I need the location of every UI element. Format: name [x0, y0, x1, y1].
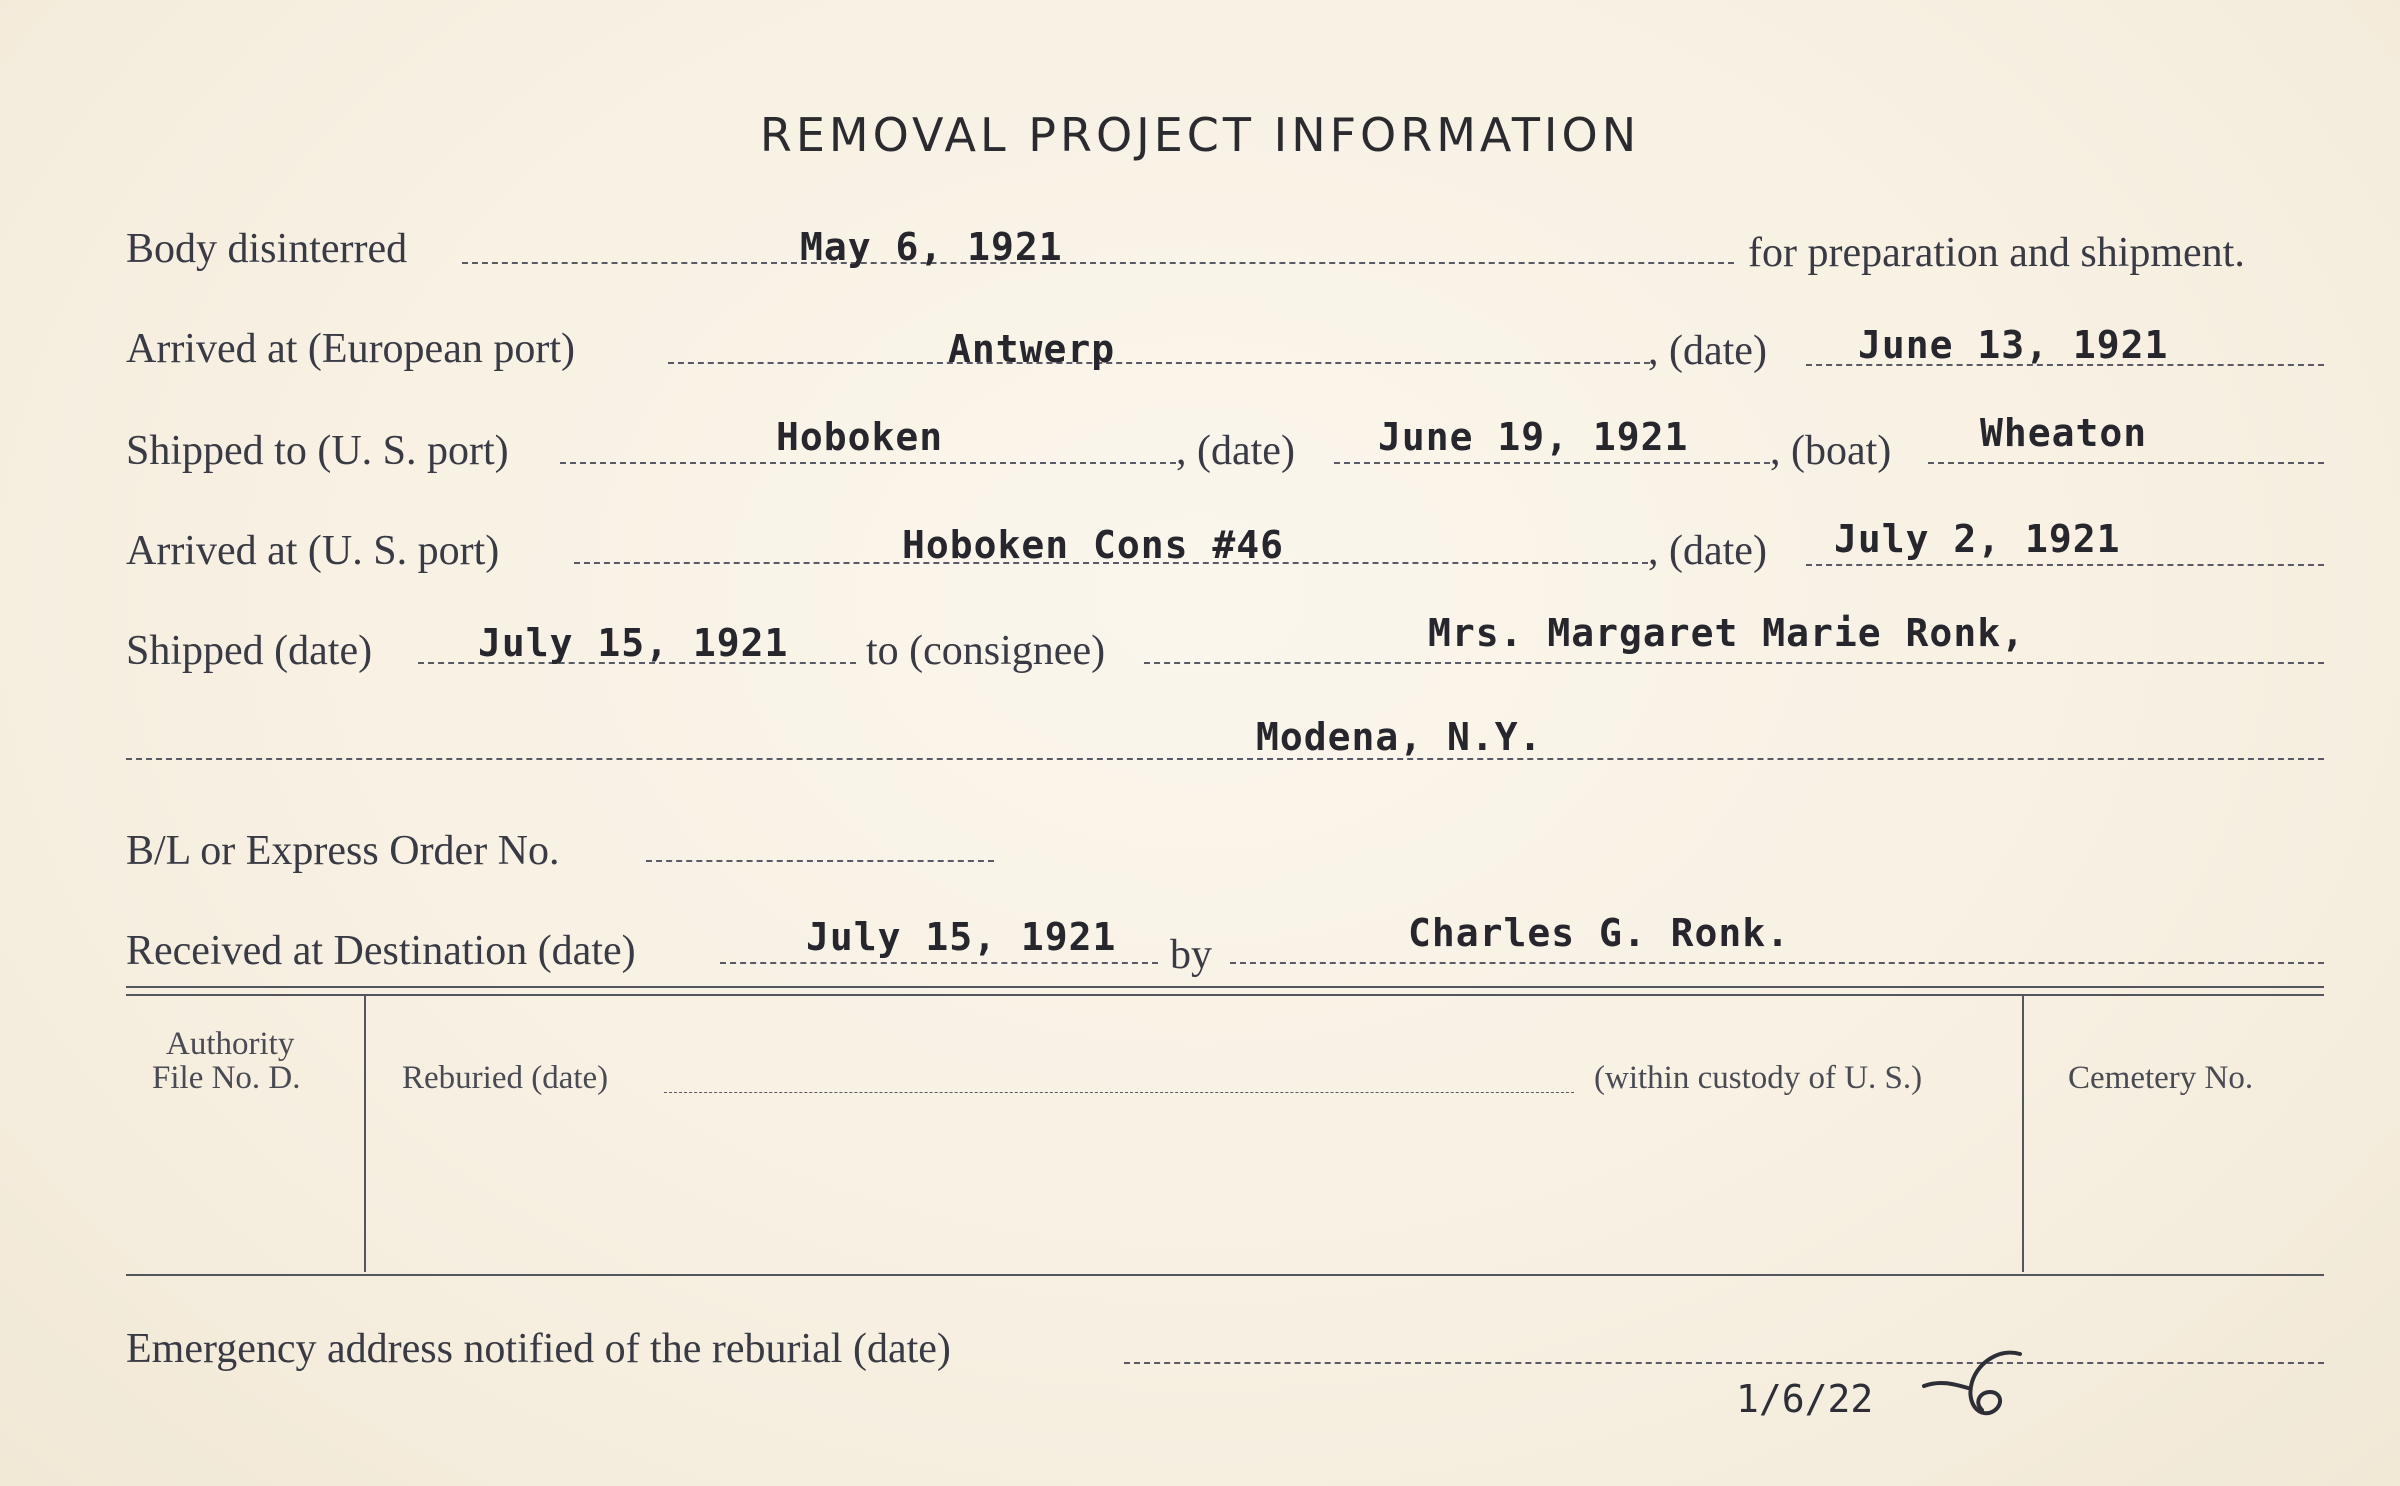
dotted-line: [668, 362, 1650, 364]
arrived-us-date-value: July 2, 1921: [1834, 517, 2121, 561]
shipped-us-port-label: Shipped to (U. S. port): [126, 428, 509, 474]
consignee-address-value: Modena, N.Y.: [1256, 715, 1543, 759]
authority-label: Authority: [166, 1026, 295, 1062]
reburied-label: Reburied (date): [402, 1060, 609, 1096]
dotted-line: [1124, 1362, 2324, 1364]
dotted-line: [1334, 462, 1770, 464]
bl-order-label: B/L or Express Order No.: [126, 828, 560, 874]
shipped-date-label: , (date): [1176, 428, 1295, 474]
arrived-us-date-label: , (date): [1648, 528, 1767, 574]
card-title: REMOVAL PROJECT INFORMATION: [759, 108, 1641, 162]
received-by-label: by: [1170, 932, 1212, 978]
dotted-line: [720, 962, 1158, 964]
dotted-line: [1144, 662, 2324, 664]
boat-label: , (boat): [1770, 428, 1892, 474]
dotted-line: [664, 1092, 1574, 1093]
european-date-value: June 13, 1921: [1858, 323, 2169, 367]
dotted-line: [1230, 962, 2324, 964]
box-top-rule-double: [126, 994, 2324, 996]
boat-value: Wheaton: [1980, 411, 2148, 455]
dotted-line: [462, 262, 1734, 264]
preparation-suffix: for preparation and shipment.: [1748, 230, 2245, 276]
consignee-label: to (consignee): [866, 628, 1106, 674]
consignee-value: Mrs. Margaret Marie Ronk,: [1428, 611, 2025, 655]
box-top-rule: [126, 986, 2324, 988]
shipped-date-label: Shipped (date): [126, 628, 373, 674]
dotted-line: [1806, 564, 2324, 566]
shipped-us-date-value: June 19, 1921: [1378, 415, 1689, 459]
arrived-us-port-label: Arrived at (U. S. port): [126, 528, 500, 574]
received-date-value: July 15, 1921: [806, 915, 1117, 959]
dotted-line: [126, 758, 2324, 760]
european-port-value: Antwerp: [948, 327, 1116, 371]
received-by-value: Charles G. Ronk.: [1408, 911, 1791, 955]
custody-label: (within custody of U. S.): [1594, 1060, 1923, 1096]
arrived-european-port-label: Arrived at (European port): [126, 326, 575, 372]
box-divider-right: [2022, 996, 2024, 1272]
file-no-label: File No. D.: [152, 1060, 301, 1096]
disinterred-date-value: May 6, 1921: [800, 225, 1063, 269]
dotted-line: [1928, 462, 2324, 464]
european-date-label: , (date): [1648, 328, 1767, 374]
shipped-date-value: July 15, 1921: [478, 621, 789, 665]
handwritten-initials-icon: [1920, 1346, 2030, 1424]
arrived-us-port-value: Hoboken Cons #46: [902, 523, 1285, 567]
received-destination-label: Received at Destination (date): [126, 928, 636, 974]
us-port-shipped-value: Hoboken: [776, 415, 944, 459]
cemetery-no-label: Cemetery No.: [2068, 1060, 2254, 1096]
dotted-line: [646, 860, 994, 862]
box-bottom-rule: [126, 1274, 2324, 1276]
emergency-date-value: 1/6/22: [1736, 1377, 1874, 1421]
emergency-notified-label: Emergency address notified of the reburial (date): [126, 1326, 951, 1372]
dotted-line: [560, 462, 1176, 464]
box-divider-left: [364, 996, 366, 1272]
body-disinterred-label: Body disinterred: [126, 226, 408, 272]
